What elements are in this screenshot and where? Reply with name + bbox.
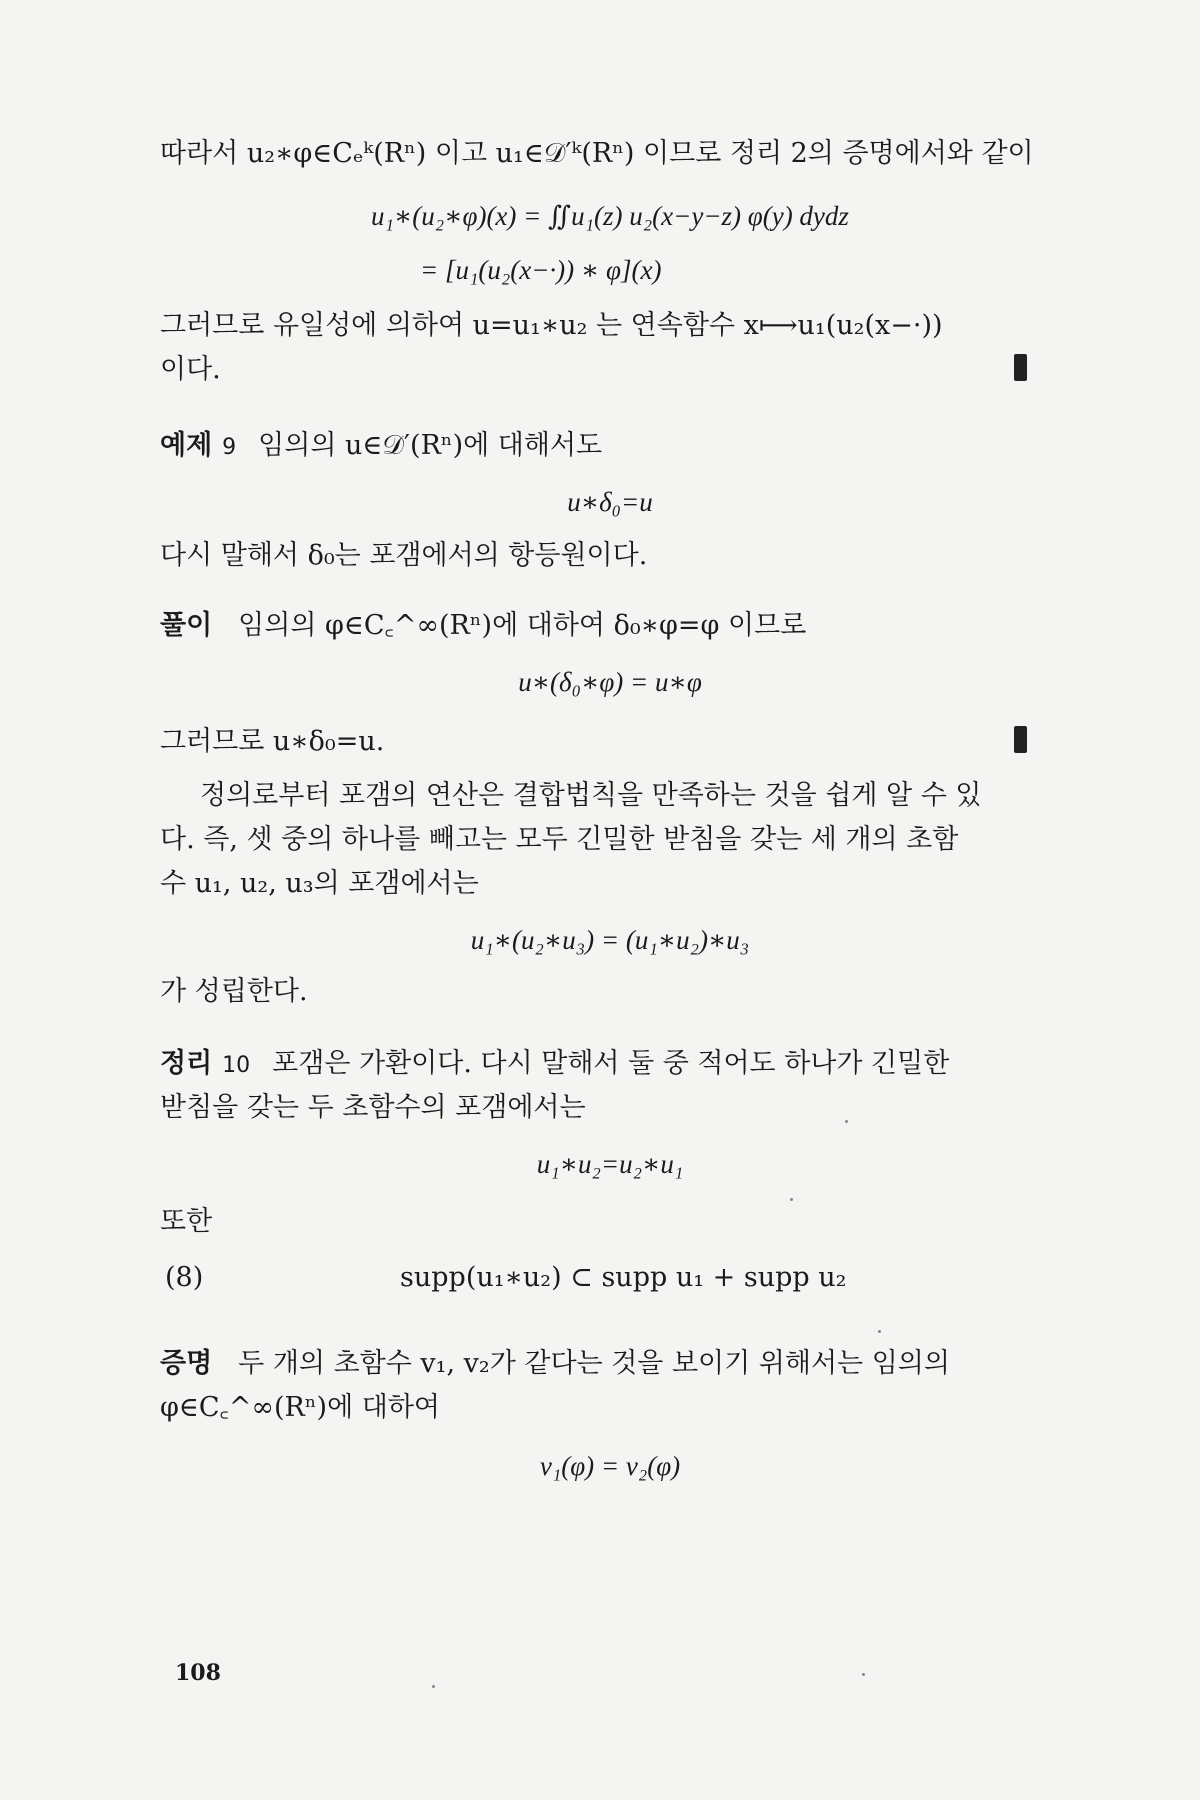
paragraph-line-2: 다. 즉, 셋 중의 하나를 빼고는 모두 긴밀한 받침을 갖는 세 개의 초함 bbox=[160, 824, 959, 855]
speck bbox=[862, 1673, 865, 1676]
page-number: 108 bbox=[175, 1660, 221, 1686]
paragraph-line-3: 수 u₁, u₂, u₃의 포갬에서는 bbox=[160, 868, 479, 899]
proof-text: 두 개의 초함수 v₁, v₂가 같다는 것을 보이기 위해서는 임의의 bbox=[238, 1348, 950, 1379]
equation-associativity: u₁∗(u₂∗u₃) = (u₁∗u₂)∗u₃ bbox=[470, 925, 750, 955]
equation-equality: v₁(φ) = v₂(φ) bbox=[539, 1451, 681, 1481]
text-line-1: 따라서 u₂∗φ∈Cₑᵏ(Rⁿ) 이고 u₁∈𝒟′ᵏ(Rⁿ) 이므로 정리 2의 증명에서와 같이 bbox=[160, 138, 1034, 169]
equation-convolution-integral: u₁∗(u₂∗φ)(x) = ∬u₁(z) u₂(x−y−z) φ(y) dydz bbox=[371, 201, 849, 231]
text-line-4: 다시 말해서 δ₀는 포갬에서의 항등원이다. bbox=[160, 540, 648, 571]
paragraph-line-5: 또한 bbox=[160, 1206, 213, 1237]
proof-label: 증명 bbox=[160, 1348, 213, 1379]
speck bbox=[432, 1685, 435, 1688]
paragraph-line-1: 정의로부터 포갬의 연산은 결합법칙을 만족하는 것을 쉽게 알 수 있 bbox=[200, 780, 982, 811]
text-line-2: 그러므로 유일성에 의하여 u=u₁∗u₂ 는 연속함수 x⟼u₁(u₂(x−·)) bbox=[160, 310, 943, 341]
solution bbox=[160, 608, 1060, 644]
speck bbox=[845, 1120, 848, 1123]
theorem-number: 10 bbox=[222, 1053, 251, 1078]
solution-label: 풀이 bbox=[160, 610, 213, 641]
equation-support: supp(u₁∗u₂) ⊂ supp u₁ + supp u₂ bbox=[400, 1262, 847, 1293]
theorem-line-2: 받침을 갖는 두 초함수의 포갬에서는 bbox=[160, 1092, 586, 1123]
equation-solution: u∗(δ₀∗φ) = u∗φ bbox=[518, 667, 702, 697]
example-label: 예제 bbox=[160, 430, 213, 461]
text-line-5: 그러므로 u∗δ₀=u. bbox=[160, 726, 385, 757]
proof-line-2: φ∈C꜀^∞(Rⁿ)에 대하여 bbox=[160, 1392, 440, 1423]
theorem-text: 포갬은 가환이다. 다시 말해서 둘 중 적어도 하나가 긴밀한 bbox=[272, 1048, 950, 1079]
qed-mark bbox=[1014, 726, 1027, 753]
theorem-label: 정리 bbox=[160, 1048, 213, 1079]
example-9 bbox=[160, 428, 1060, 466]
equation-identity: u∗δ₀=u bbox=[567, 487, 653, 517]
solution-text: 임의의 φ∈C꜀^∞(Rⁿ)에 대하여 δ₀∗φ=φ 이므로 bbox=[238, 610, 807, 641]
speck bbox=[878, 1330, 881, 1333]
equation-convolution-result: = [u₁(u₂(x−·)) ∗ φ](x) bbox=[420, 255, 662, 285]
proof bbox=[160, 1346, 1060, 1382]
example-number: 9 bbox=[222, 435, 237, 460]
paragraph-line-4: 가 성립한다. bbox=[160, 976, 308, 1007]
equation-number-8: (8) bbox=[165, 1262, 204, 1293]
speck bbox=[790, 1198, 793, 1201]
example-text: 임의의 u∈𝒟′(Rⁿ)에 대해서도 bbox=[258, 430, 603, 461]
text-line-3: 이다. bbox=[160, 354, 221, 385]
equation-commutativity: u₁∗u₂=u₂∗u₁ bbox=[536, 1149, 684, 1179]
theorem-10 bbox=[160, 1046, 1060, 1084]
qed-mark bbox=[1014, 354, 1027, 381]
